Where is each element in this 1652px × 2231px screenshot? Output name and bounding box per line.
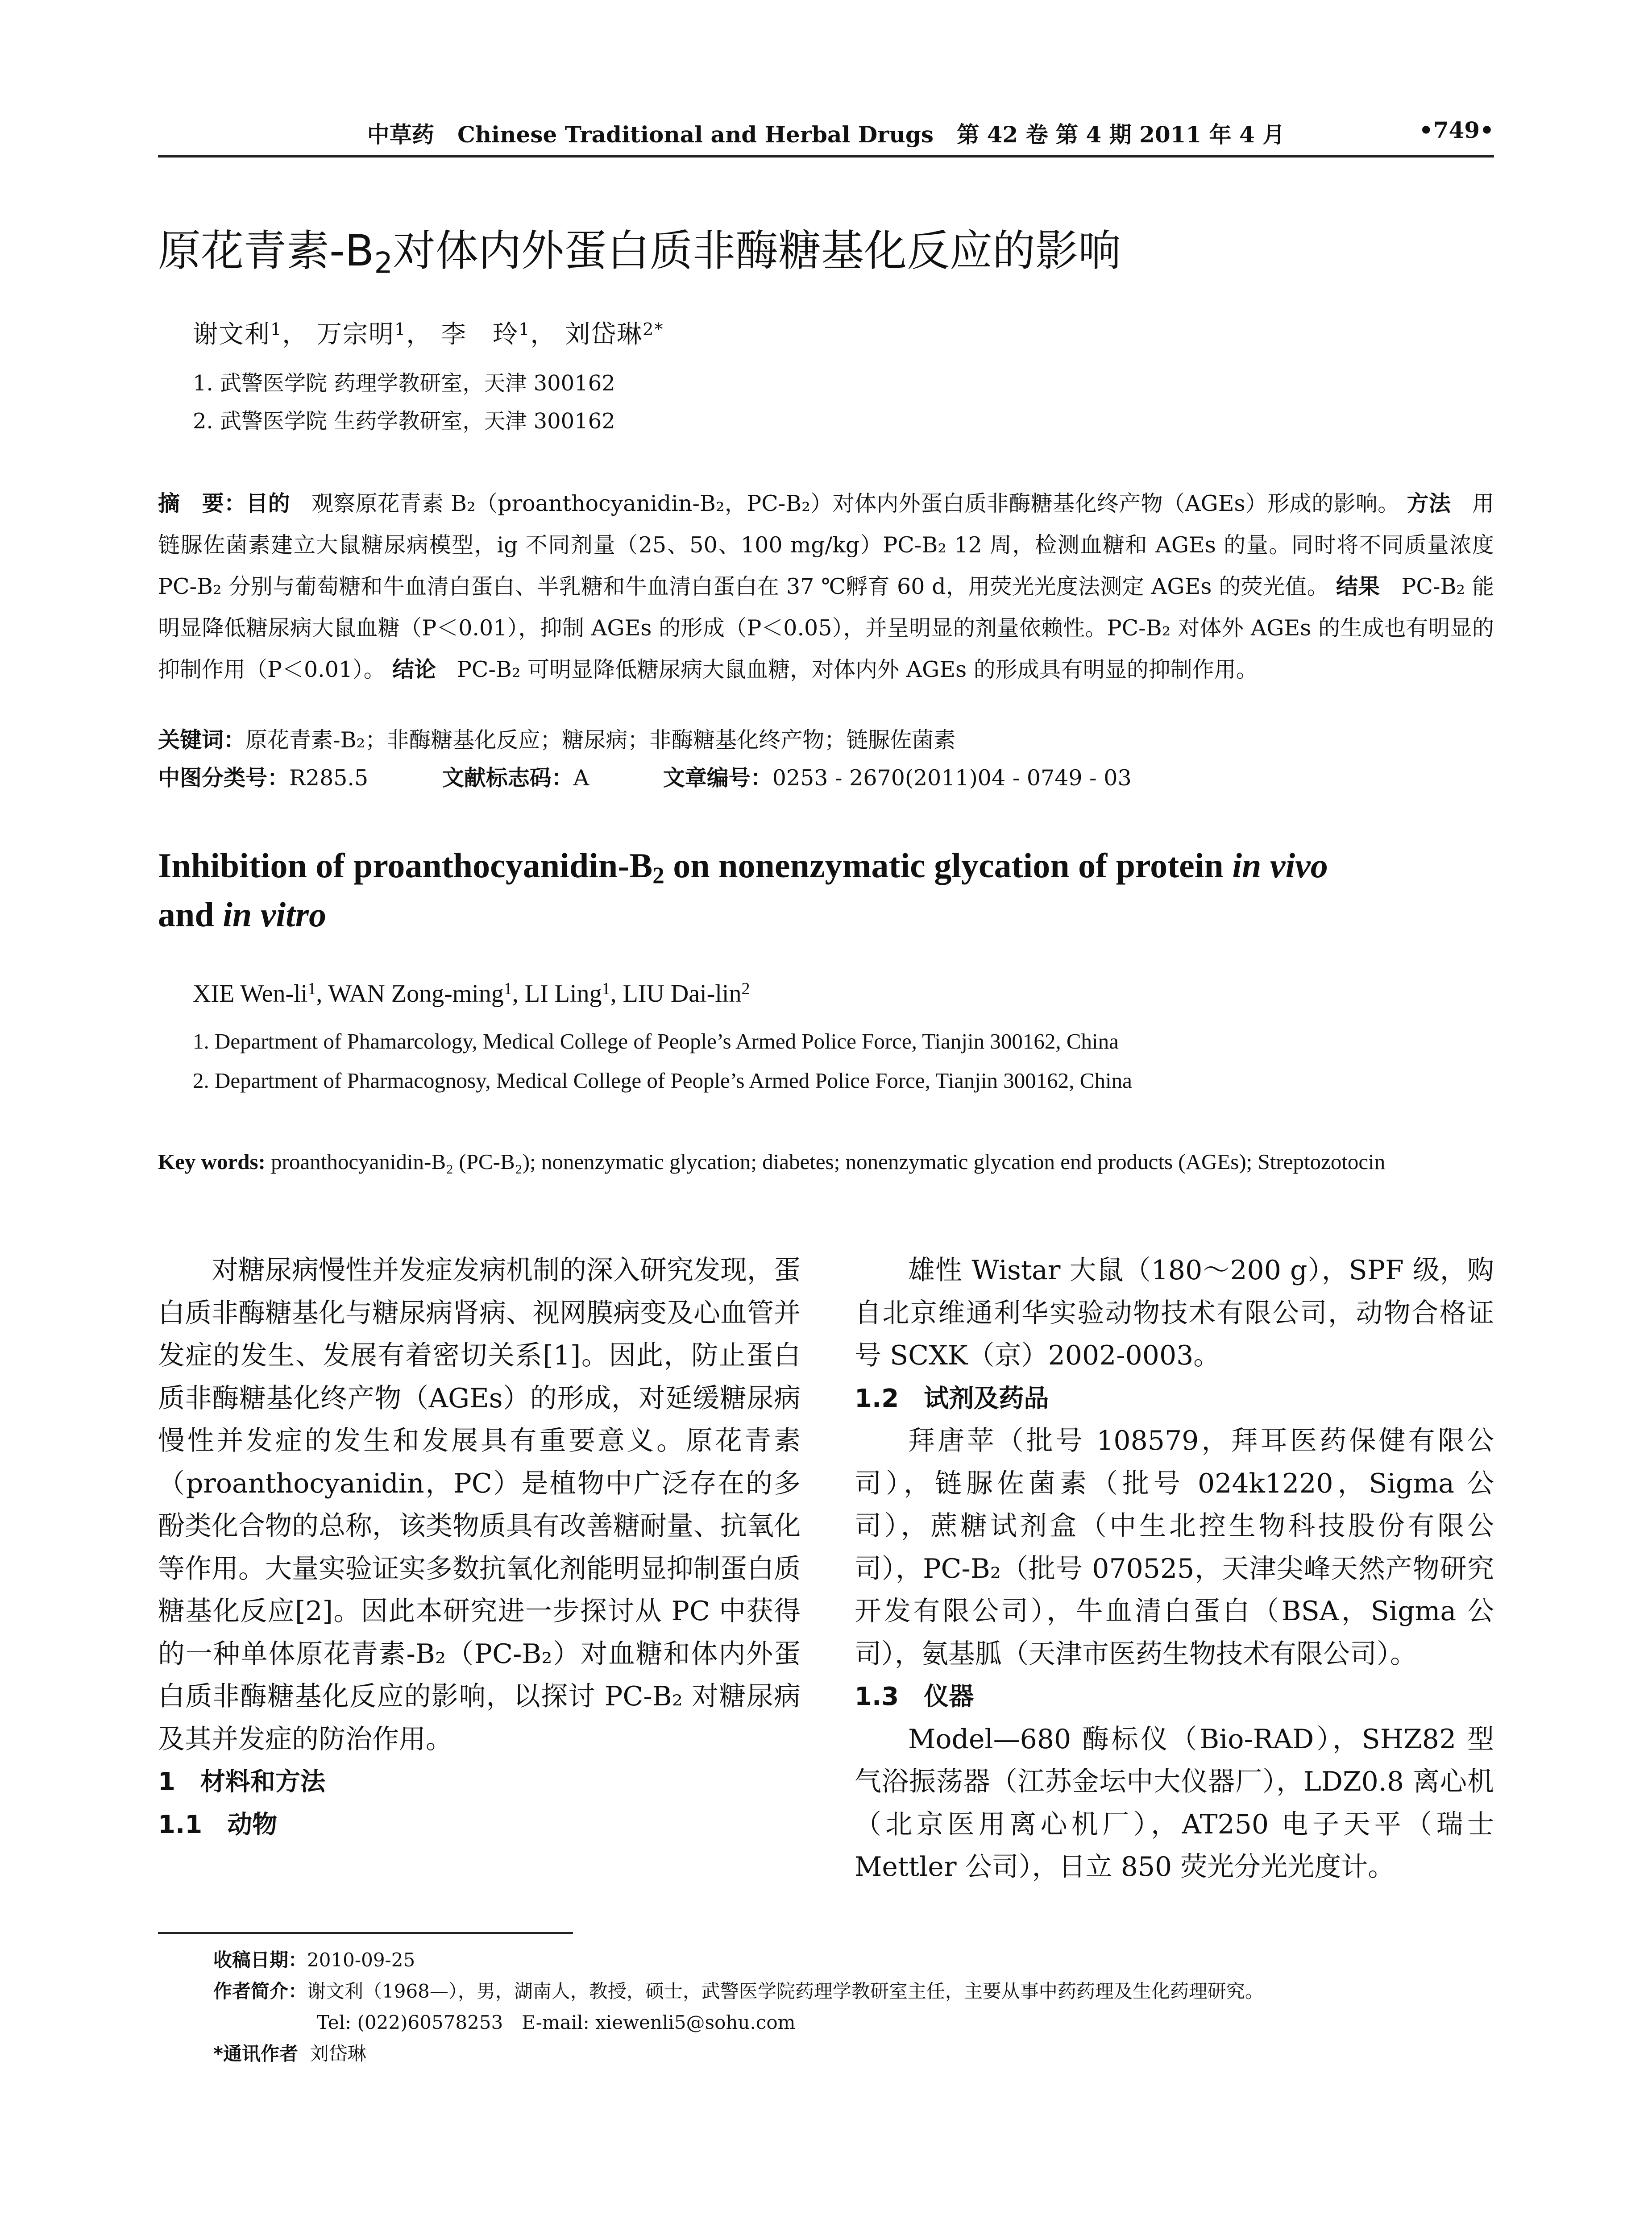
conclusion-label: 结论	[392, 657, 436, 682]
keywords-en-text: proanthocyanidin-B₂ (PC-B₂); nonenzymatic glycation; diabetes; nonenzymatic glycation end products (AGEs); Streptozotocin	[271, 1149, 1386, 1174]
received-date: 收稿日期：2010-09-25	[213, 1949, 415, 1971]
section-heading-1-2: 1.2 试剂及药品	[855, 1384, 1049, 1413]
author-name-en: WAN Zong-ming	[328, 980, 504, 1008]
results-text: PC-B₂ 能明显降低糖尿病大鼠血糖（P＜0.01），抑制 AGEs 的形成（P＜0.05），并呈明显的剂量依赖性。PC-B₂ 对体外 AGEs 的生成也有明显的抑制作用（P＜0.01）。	[158, 574, 1494, 682]
results-label: 结果	[1336, 574, 1380, 599]
author-name: 万宗明	[317, 320, 395, 349]
author-name-en: LIU Dai-lin	[623, 980, 742, 1008]
affiliation-cn-2: 2. 武警医学院 生药学教研室，天津 300162	[193, 409, 615, 434]
abstract-label: 摘 要：	[158, 491, 246, 516]
article-title-cn: 原花青素$-B_2$对体内外蛋白质非酶糖基化反应的影响	[158, 226, 1121, 280]
journal-name-en: Chinese Traditional and Herbal Drugs	[457, 121, 934, 148]
instruments-paragraph: Model—680 酶标仪（Bio-RAD），SHZ82 型气浴振荡器（江苏金坛中大仪器厂），LDZ0.8 离心机（北京医用离心机厂），AT250 电子天平（瑞士 Mettler 公司），日立 850 荧光分光光度计。	[855, 1723, 1494, 1883]
reagents-paragraph: 拜唐苹（批号 108579，拜耳医药保健有限公司），链脲佐菌素（批号 024k1220，Sigma 公司），蔗糖试剂盒（中生北控生物科技股份有限公司），PC-B₂（批号 070525，天津尖峰天然产物研究开发有限公司），牛血清白蛋白（BSA，Sigma 公司），氨基胍（天津市医药生物技术有限公司）。	[855, 1425, 1494, 1670]
objective-label: 目的	[246, 491, 291, 516]
clc-number: R285.5	[289, 765, 369, 791]
keywords-cn-text: 原花青素-B₂；非酶糖基化反应；糖尿病；非酶糖基化终产物；链脲佐菌素	[245, 727, 956, 753]
section-heading-1-3: 1.3 仪器	[855, 1682, 974, 1711]
keywords-en	[158, 1142, 1494, 1182]
author-name: 谢文利	[193, 320, 270, 349]
section-heading-1: 1 材料和方法	[158, 1767, 325, 1796]
journal-header-line	[158, 117, 1494, 149]
article-number: 0253 - 2670(2011)04 - 0749 - 03	[772, 765, 1132, 791]
journal-name-cn: 中草药	[367, 122, 434, 148]
body-column-left	[158, 1249, 801, 1846]
author-bio: 作者简介：谢文利（1968—），男，湖南人，教授，硕士，武警医学院药理学教研室主任，主要从事中药药理及生化药理研究。	[213, 1980, 1264, 2002]
corresponding-author: *通讯作者 刘岱琳	[213, 2043, 366, 2065]
author-list-cn: 谢文利$^1$， 万宗明$^1$， 李 玲$^1$， 刘岱琳$^{2*}$	[193, 319, 664, 349]
author-name-en: XIE Wen-li	[193, 980, 308, 1008]
animals-paragraph: 雄性 Wistar 大鼠（180～200 g），SPF 级，购自北京维通利华实验动物技术有限公司，动物合格证号 SCXK（京）2002-0003。	[855, 1255, 1494, 1371]
methods-text: 用链脲佐菌素建立大鼠糖尿病模型，ig 不同剂量（25、50、100 mg/kg）PC-B₂ 12 周，检测血糖和 AGEs 的量。同时将不同质量浓度 PC-B₂ 分别与葡萄糖和牛血清白蛋白、半乳糖和牛血清白蛋白在 37 ℃孵育 60 d，用荧光光度法测定 AGEs 的荧光值。	[158, 491, 1494, 599]
document-code: A	[573, 765, 589, 791]
author-contact: Tel: (022)60578253 E-mail: xiewenli5@sohu.com	[317, 2011, 796, 2033]
header-rule	[158, 155, 1494, 158]
running-header	[158, 117, 1494, 153]
methods-label: 方法	[1407, 491, 1451, 516]
article-title-en: Inhibition of proanthocyanidin-$B_2$ on nonenzymatic glycation of protein in vivo and in vitro	[158, 846, 1328, 934]
author-list-en: XIE Wen-$li^1$, WAN Zong-ming$^1$, LI Ling$^1$, LIU Dai-lin$^2$	[193, 979, 750, 1008]
affiliation-en-1: 1. Department of Phamarcology, Medical College of People’s Armed Police Force, Tianjin 300162, China	[193, 1029, 1119, 1053]
abstract-cn	[158, 483, 1494, 690]
journal-issue: 第 42 卷 第 4 期 2011 年 4 月	[957, 121, 1285, 148]
footnote-rule	[158, 1932, 573, 1934]
keywords-en-label: Key words:	[158, 1149, 266, 1174]
author-name: 刘岱琳	[565, 320, 643, 349]
body-column-right	[855, 1249, 1494, 1889]
classification-line: 中图分类号：R285.5 文献标志码：A 文章编号：0253 - 2670(2011)04 - 0749 - 03	[158, 765, 1132, 791]
keywords-cn-label: 关键词：	[158, 727, 246, 753]
author-name: 李 玲	[441, 320, 519, 349]
affiliation-en-2: 2. Department of Pharmacognosy, Medical College of People’s Armed Police Force, Tianjin 300162, China	[193, 1068, 1132, 1093]
section-heading-1-1: 1.1 动物	[158, 1810, 278, 1839]
keywords-cn	[158, 723, 955, 754]
objective-text: 观察原花青素 B₂（proanthocyanidin-B₂，PC-B₂）对体内外蛋白质非酶糖基化终产物（AGEs）形成的影响。	[311, 491, 1400, 516]
intro-paragraph: 对糖尿病慢性并发症发病机制的深入研究发现，蛋白质非酶糖基化与糖尿病肾病、视网膜病变及心血管并发症的发生、发展有着密切关系[1]。因此，防止蛋白质非酶糖基化终产物（AGEs）的形成，对延缓糖尿病慢性并发症的发生和发展具有重要意义。原花青素（proanthocyanidin，PC）是植物中广泛存在的多酚类化合物的总称，该类物质具有改善糖耐量、抗氧化等作用。大量实验证实多数抗氧化剂能明显抑制蛋白质糖基化反应[2]。因此本研究进一步探讨从 PC 中获得的一种单体原花青素-B₂（PC-B₂）对血糖和体内外蛋白质非酶糖基化反应的影响，以探讨 PC-B₂ 对糖尿病及其并发症的防治作用。	[158, 1255, 801, 1755]
page-number: •749•	[1419, 117, 1494, 143]
conclusion-text: PC-B₂ 可明显降低糖尿病大鼠血糖，对体内外 AGEs 的形成具有明显的抑制作用。	[457, 657, 1258, 682]
author-name-en: LI Ling	[524, 980, 602, 1008]
affiliation-cn-1: 1. 武警医学院 药理学教研室，天津 300162	[193, 371, 615, 396]
